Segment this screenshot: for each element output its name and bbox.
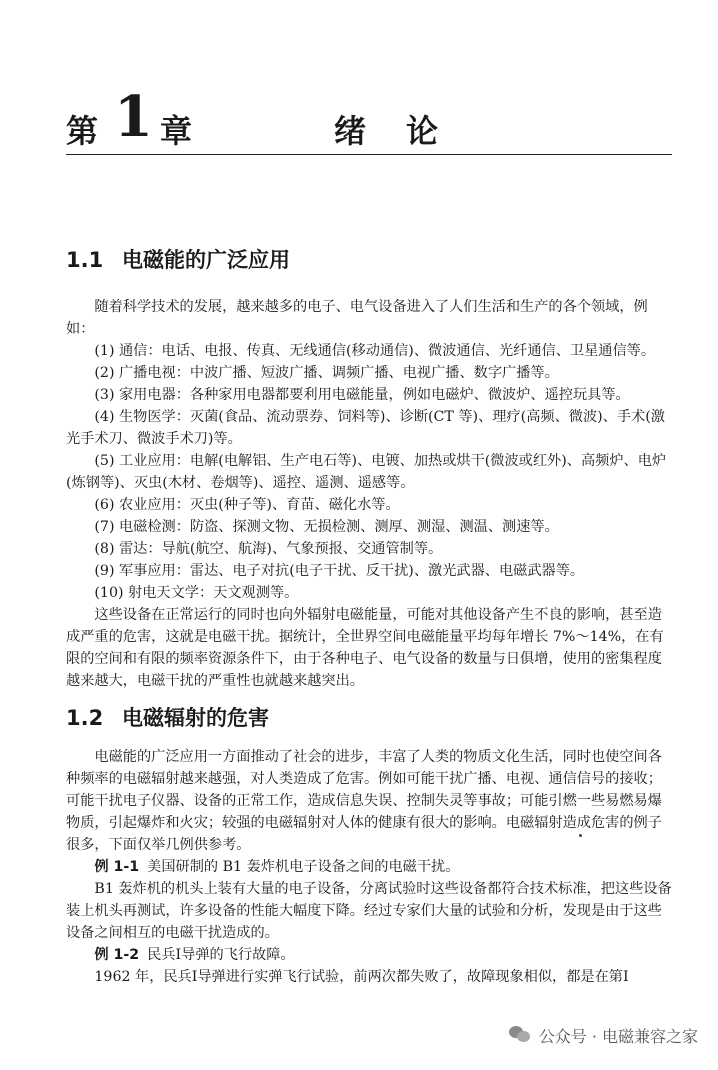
section-intro: 随着科学技术的发展，越来越多的电子、电气设备进入了人们生活和生产的各个领域，例如：	[66, 299, 648, 337]
section-body-1-2	[66, 746, 672, 988]
chapter-title: 绪论	[334, 112, 479, 150]
example-title: 美国研制的 B1 轰炸机电子设备之间的电磁干扰。	[147, 859, 460, 875]
list-item: (6) 农业应用：灭虫(种子等)、育苗、磁化水等。	[94, 497, 400, 513]
section-number: 1.2	[66, 706, 104, 730]
section-heading-1-1	[66, 244, 290, 274]
scan-speck	[579, 834, 582, 837]
list-item: (8) 雷达：导航(航空、航海)、气象预报、交通管制等。	[94, 541, 443, 557]
list-item: (9) 军事应用：雷达、电子对抗(电子干扰、反干扰)、激光武器、电磁武器等。	[94, 563, 585, 579]
watermark-text: 公众号 · 电磁兼容之家	[538, 1026, 698, 1046]
list-item: (10) 射电天文学：天文观测等。	[94, 585, 299, 601]
list-item: (7) 电磁检测：防盗、探测文物、无损检测、测厚、测湿、测温、测速等。	[94, 519, 559, 535]
section-title: 电磁能的广泛应用	[122, 248, 290, 272]
section-intro: 电磁能的广泛应用一方面推动了社会的进步，丰富了人类的物质文化生活，同时也使空间各种频率的电磁辐射越来越强，对人类造成了危害。例如可能干扰广播、电视、通信信号的接收；可能干扰电子仪器、设备的正常工作，造成信息失误、控制失灵等事故；可能引燃一些易燃易爆物质，引起爆炸和火灾；较强的电磁辐射对人体的健康有很大的影响。电磁辐射造成危害的例子很多，下面仅举几例供参考。	[66, 749, 662, 853]
example-label: 例 1-1	[94, 859, 140, 875]
section-title: 电磁辐射的危害	[122, 706, 269, 730]
chapter-suffix: 章	[160, 112, 193, 150]
example-heading	[66, 944, 672, 966]
list-item: (4) 生物医学：灭菌(食品、流动票券、饲料等)、诊断(CT 等)、理疗(高频、微波)、手术(激光手术刀、微波手术刀)等。	[66, 409, 665, 447]
list-item: (3) 家用电器：各种家用电器都要利用电磁能量，例如电磁炉、微波炉、遥控玩具等。	[94, 387, 630, 403]
example-text: B1 轰炸机的机头上装有大量的电子设备，分离试验时这些设备都符合技术标准，把这些设备装上机头再测试，许多设备的性能大幅度下降。经过专家们大量的试验和分析，发现是由于这些设备之间相互的电磁干扰造成的。	[66, 881, 672, 941]
section-number: 1.1	[66, 248, 104, 272]
chapter-number: 1	[114, 84, 153, 150]
section-closing: 这些设备在正常运行的同时也向外辐射电磁能量，可能对其他设备产生不良的影响，甚至造成严重的危害，这就是电磁干扰。据统计，全世界空间电磁能量平均每年增长 7%～14%，在有限的空间和有限的频率资源条件下，由于各种电子、电气设备的数量与日俱增，使用的密集程度越来越大，电磁干扰的严重性也就越来越突出。	[66, 607, 664, 689]
example-title: 民兵Ⅰ导弹的飞行故障。	[147, 947, 295, 963]
chapter-heading	[66, 84, 672, 155]
example-text: 1962 年，民兵Ⅰ导弹进行实弹飞行试验，前两次都失败了，故障现象相似，都是在第Ⅰ	[94, 969, 629, 985]
example-heading	[66, 856, 672, 878]
list-item: (2) 广播电视：中波广播、短波广播、调频广播、电视广播、数字广播等。	[94, 365, 559, 381]
example-label: 例 1-2	[94, 947, 140, 963]
list-item: (5) 工业应用：电解(电解铝、生产电石等)、电镀、加热或烘干(微波或红外)、高频炉、电炉(炼钢等)、灭虫(木材、卷烟等)、遥控、遥测、遥感等。	[66, 453, 667, 491]
list-item: (1) 通信：电话、电报、传真、无线通信(移动通信)、微波通信、光纤通信、卫星通信等。	[94, 343, 656, 359]
chapter-prefix: 第	[66, 112, 99, 150]
watermark	[509, 1022, 698, 1048]
section-body-1-1	[66, 296, 672, 692]
section-heading-1-2	[66, 702, 269, 732]
wechat-icon	[509, 1026, 531, 1044]
